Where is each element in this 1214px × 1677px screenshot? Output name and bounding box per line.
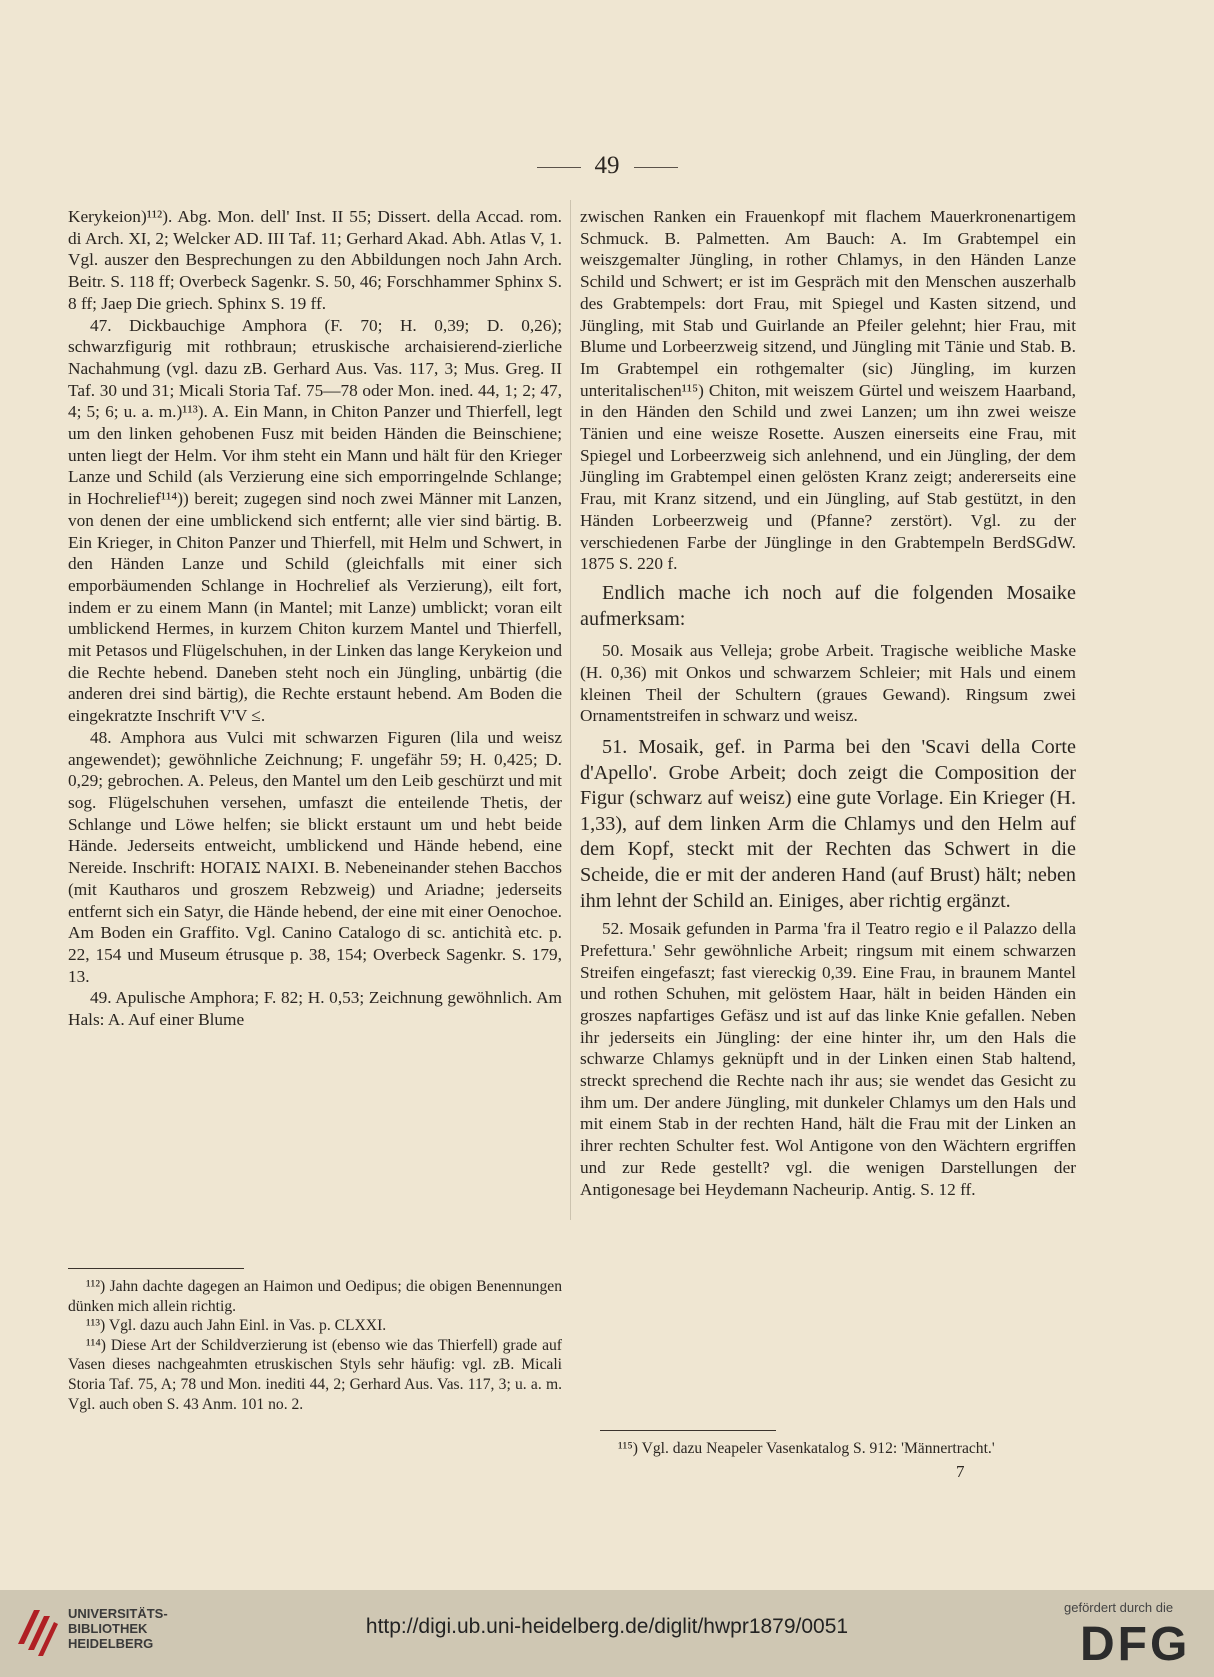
left-column xyxy=(68,206,562,1031)
paragraph-entry-51: 51. Mosaik, gef. in Parma bei den 'Scavi della Corte d'Apello'. Grobe Arbeit; doch zeigt die Composition der Figur (schwarz auf weisz) eine gute Vorlage. Ein Krieger (H. 1,33), auf dem linken Arm die Chlamys und den Helm auf dem Kopf, steckt mit der Rechten das Schwert in die Scheide, die er mit der anderen Hand (auf Brust) hält; neben ihm lehnt der Schild an. Einiges, aber richtig ergänzt. xyxy=(580,735,1076,912)
page-number: 49 xyxy=(0,152,1214,180)
right-column xyxy=(580,206,1076,1200)
footnote-114: ¹¹⁴) Diese Art der Schildverzierung ist (ebenso wie das Thierfell) grade auf Vasen dieses nachgeahmten etruskischen Styls sehr häufig: vgl. zB. Micali Storia Taf. 75, A; 78 und Mon. inediti 44, 2; Gerhard Aus. Vas. 117, 3; u. a. m. Vgl. auch oben S. 43 Anm. 101 no. 2. xyxy=(68,1336,562,1413)
library-name-line: UNIVERSITÄTS- xyxy=(68,1606,168,1621)
footnote-rule xyxy=(600,1430,776,1431)
dfg-logo: DFG xyxy=(1080,1618,1191,1671)
paragraph: Kerykeion)¹¹²). Abg. Mon. dell' Inst. II 55; Dissert. della Accad. rom. di Arch. XI, 2; Welcker AD. III Taf. 11; Gerhard Akad. Abh. Atlas V, 1. Vgl. auszer den Besprechungen zu den Abbildungen noch Jahn Arch. Beitr. S. 118 ff; Overbeck Sagenkr. S. 50, 46; Forschhammer Sphinx S. 8 ff; Jaep Die griech. Sphinx S. 19 ff. xyxy=(68,207,562,313)
column-divider xyxy=(570,200,571,1220)
footnote-rule xyxy=(68,1268,244,1269)
library-name-line: BIBLIOTHEK xyxy=(68,1621,148,1636)
paragraph-entry-52: 52. Mosaik gefunden in Parma 'fra il Teatro regio e il Palazzo della Prefettura.' Sehr gewöhnliche Arbeit; ringsum mit einem schwarzen Streifen eingefaszt; fast viereckig 0,39. Eine Frau, in braunem Mantel und rothen Schuhen, mit gelöstem Haar, hält in beiden Händen ein groszes napfartiges Gefäsz und ist auf das linke Knie gefallen. Neben ihr jederseits ein Jüngling: der eine hinter ihr, um den Hals die schwarze Chlamys geknüpft und in der Linken einen Stab haltend, streckt sprechend die Rechte nach ihr aus; sie wendet das Gesicht zu ihm um. Der andere Jüngling, mit dunkeler Chlamys um den Hals und mit einem Stab in der rechten Hand, hält die Frau mit der Linken an ihrer rechten Schulter fest. Wol Antigone von den Wächtern ergriffen und zur Rede gestellt? vgl. die wenigen Darstellungen der Antigonesage bei Heydemann Nacheurip. Antig. S. 12 ff. xyxy=(580,919,1076,1199)
paragraph-entry-48: 48. Amphora aus Vulci mit schwarzen Figuren (lila und weisz angewendet); gewöhnliche Zeichnung; F. ungefähr 59; H. 0,425; D. 0,29; gebrochen. A. Peleus, den Mantel um den Leib geschürzt und mit sog. Flügelschuhen versehen, umfaszt die enteilende Thetis, der Schlange und Löwe helfen; sie blickt erstaunt um und hebt beide Hände. Jederseits entweicht, umblickend und Hände hebend, eine Nereide. Inschrift: ΗΟΓΑΙΣ ΝΑΙΧΙ. B. Nebeneinander stehen Bacchos (mit Kautharos und groszem Rebzweig) und Ariadne; jederseits entfernt sich ein Satyr, die Hände hebend, der eine mit einer Oenochoe. Am Boden ein Graffito. Vgl. Canino Catalogo di sc. antichità etc. p. 22, 154 und Museum étrusque p. 38, 154; Overbeck Sagenkr. S. 179, 13. xyxy=(68,727,562,986)
funder-label: gefördert durch die xyxy=(1064,1600,1174,1615)
footnote-115: ¹¹⁵) Vgl. dazu Neapeler Vasenkatalog S. 912: 'Männertracht.' xyxy=(618,1440,995,1457)
paragraph-entry-50: 50. Mosaik aus Velleja; grobe Arbeit. Tragische weibliche Maske (H. 0,36) mit Onkos und schwarzem Schleier; mit Hals und einem kleinen Theil der Schultern (graues Gewand). Ringsum zwei Ornamentstreifen in schwarz und weisz. xyxy=(580,641,1076,726)
library-name-line: HEIDELBERG xyxy=(68,1636,154,1651)
paragraph-entry-49-continued: zwischen Ranken ein Frauenkopf mit flachem Mauerkronenartigem Schmuck. B. Palmetten. Am Bauch: A. Im Grabtempel ein weiszgemalter Jüngling, in rother Chlamys, in den Händen Lanze Schild und Schwert; er ist im Gespräch mit den Menschen auszerhalb des Grabtempels: dort Frau, mit Spiegel und Kasten sitzend, und Jüngling, mit Stab und Guirlande an Pfeiler gelehnt; hier Frau, mit Blume und Lorbeerzweig sitzend, und Jüngling mit Tänie und Stab. B. Im Grabtempel ein rothgemalter (sic) Jüngling, im kurzen unteritalischen¹¹⁵) Chiton, mit weiszem Gürtel und weiszem Haarband, in den Händen den Schild und zwei Lanzen; um ihn zwei weisze Tänien und eine weisze Rosette. Auszen einerseits eine Frau, mit Spiegel und Lorbeerzweig sich anlehnend, und ein Jüngling, der dem Jüngling im Grabtempel einen gelösten Kranz zeigt; andererseits eine Frau, mit Kranz sitzend, und ein Jüngling, auf Stab gestützt, in den Händen Lorbeerzweig und (Pfanne? zerstört). Vgl. zu der verschiedenen Farbe der Jünglinge in den Grabtempeln BerdSGdW. 1875 S. 220 f. xyxy=(580,207,1076,574)
paragraph-entry-47: 47. Dickbauchige Amphora (F. 70; H. 0,39; D. 0,26); schwarzfigurig mit rothbraun; etruskische archaisierend-zierliche Nachahmung (vgl. dazu zB. Gerhard Aus. Vas. 117, 3; Mus. Greg. II Taf. 30 und 31; Micali Storia Taf. 75—78 oder Mon. ined. 44, 1; 2; 47, 4; 5; 6; u. a. m.)¹¹³). A. Ein Mann, in Chiton Panzer und Thierfell, legt um den linken gehobenen Fusz mit beiden Händen die Beinschiene; unten liegt der Helm. Vor ihm steht ein Mann und hält für den Krieger Lanze und Schild (als Verzierung eine sich emporringelnde Schlange; in Hochrelief¹¹⁴)) bereit; zugegen sind noch zwei Männer mit Lanzen, von denen der eine umblickend sich entfernt; alle vier sind bärtig. B. Ein Krieger, in Chiton Panzer und Thierfell, mit Helm und Schwert, in den Händen Lanze und Schild (gleichfalls mit einer sich emporbäumenden Schlange in Hochrelief als Verzierung), eilt fort, indem er zu einem Mann (in Mantel; mit Lanze) umblickt; voran eilt umblickend Hermes, in kurzem Chiton kurzem Mantel und Thierfell, mit Petasos und Flügelschuhen, in der Linken das lange Kerykeion und die Rechte hebend. Daneben steht noch ein Jüngling, unbärtig (die anderen drei sind bärtig), die Rechte erstaunt hebend. Am Boden die eingekratzte Inschrift V'V ≤. xyxy=(68,315,562,726)
paragraph-mosaike-intro: Endlich mache ich noch auf die folgenden Mosaike aufmerksam: xyxy=(580,581,1076,630)
source-url-link[interactable]: http://digi.ub.uni-heidelberg.de/diglit/hwpr1879/0051 xyxy=(365,1615,849,1638)
paragraph-entry-49: 49. Apulische Amphora; F. 82; H. 0,53; Zeichnung gewöhnlich. Am Hals: A. Auf einer Blume xyxy=(68,988,562,1030)
footnotes-left xyxy=(68,1268,562,1414)
signature-mark: 7 xyxy=(956,1462,965,1481)
footnotes-right xyxy=(600,1430,1076,1459)
footnote-113: ¹¹³) Vgl. dazu auch Jahn Einl. in Vas. p. CLXXI. xyxy=(86,1317,387,1335)
footnote-112: ¹¹²) Jahn dachte dagegen an Haimon und Oedipus; die obigen Benennungen dünken mich allein richtig. xyxy=(68,1278,562,1315)
